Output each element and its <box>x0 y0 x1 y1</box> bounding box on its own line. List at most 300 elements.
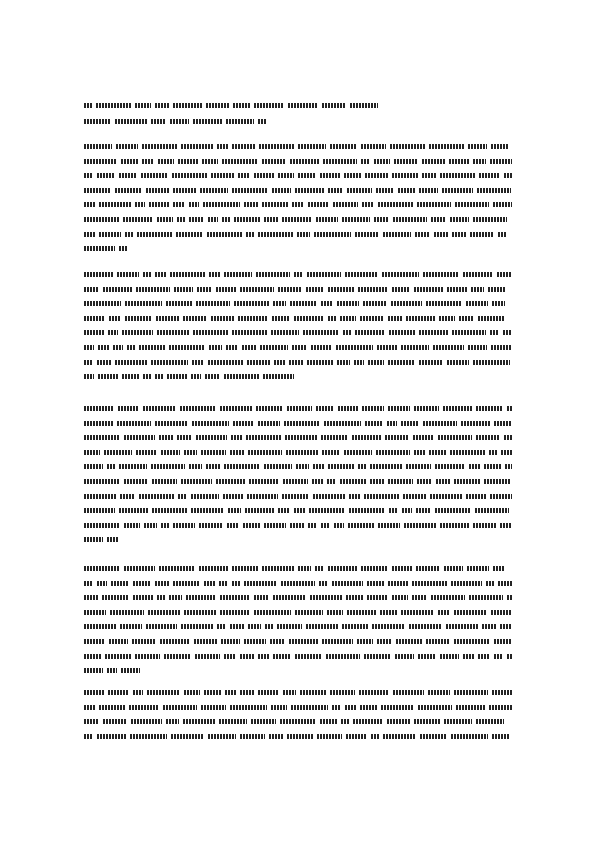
text-line <box>84 533 512 548</box>
illegible-word <box>144 523 157 528</box>
illegible-word <box>110 610 144 615</box>
illegible-word <box>123 217 153 222</box>
illegible-word <box>322 639 353 644</box>
illegible-word <box>374 159 390 164</box>
illegible-word <box>269 734 283 739</box>
illegible-word <box>115 360 147 365</box>
illegible-word <box>309 508 345 513</box>
illegible-word <box>232 581 240 586</box>
illegible-word <box>446 624 478 629</box>
illegible-word <box>406 316 435 321</box>
illegible-word <box>387 421 397 426</box>
illegible-word <box>151 119 166 124</box>
illegible-word <box>367 581 384 586</box>
illegible-word <box>300 690 326 695</box>
illegible-word <box>225 690 236 695</box>
illegible-word <box>403 494 426 499</box>
illegible-word <box>395 654 414 659</box>
illegible-word <box>178 494 187 499</box>
illegible-word <box>143 374 151 379</box>
illegible-word <box>125 301 162 306</box>
illegible-word <box>429 450 446 455</box>
illegible-word <box>119 508 148 513</box>
illegible-word <box>461 421 490 426</box>
illegible-word <box>107 668 117 673</box>
illegible-word <box>342 217 370 222</box>
illegible-word <box>320 173 340 178</box>
illegible-word <box>133 690 143 695</box>
illegible-word <box>319 581 328 586</box>
illegible-word <box>84 464 103 469</box>
illegible-word <box>102 595 129 600</box>
illegible-word <box>393 217 427 222</box>
illegible-word <box>378 202 413 207</box>
illegible-word <box>287 734 313 739</box>
illegible-word <box>392 287 410 292</box>
illegible-word <box>84 690 104 695</box>
illegible-word <box>491 345 511 350</box>
illegible-word <box>108 330 118 335</box>
illegible-word <box>135 202 145 207</box>
illegible-word <box>334 523 344 528</box>
illegible-word <box>173 103 202 108</box>
illegible-word <box>362 406 384 411</box>
illegible-word <box>285 435 317 440</box>
illegible-word <box>171 734 204 739</box>
illegible-word <box>452 232 466 237</box>
illegible-word <box>84 719 99 724</box>
illegible-word <box>152 479 177 484</box>
illegible-word <box>264 217 278 222</box>
illegible-word <box>173 581 200 586</box>
text-line <box>84 228 512 243</box>
illegible-word <box>343 330 351 335</box>
illegible-word <box>308 202 329 207</box>
illegible-word <box>230 450 244 455</box>
illegible-word <box>414 287 443 292</box>
illegible-word <box>228 508 241 513</box>
illegible-word <box>290 301 317 306</box>
illegible-word <box>443 406 472 411</box>
illegible-word <box>482 624 496 629</box>
illegible-word <box>158 159 174 164</box>
illegible-word <box>143 272 151 277</box>
illegible-word <box>280 719 316 724</box>
illegible-word <box>349 494 360 499</box>
illegible-word <box>262 566 294 571</box>
illegible-word <box>262 202 288 207</box>
illegible-word <box>370 479 384 484</box>
illegible-word <box>505 464 512 469</box>
illegible-word <box>172 173 207 178</box>
illegible-word <box>364 494 399 499</box>
illegible-word <box>217 144 228 149</box>
text-line <box>84 730 512 745</box>
illegible-word <box>473 159 486 164</box>
illegible-word <box>368 360 384 365</box>
illegible-word <box>167 374 187 379</box>
illegible-word <box>358 464 366 469</box>
illegible-word <box>420 734 447 739</box>
illegible-word <box>291 705 328 710</box>
illegible-word <box>217 624 226 629</box>
illegible-word <box>205 374 220 379</box>
illegible-word <box>184 610 216 615</box>
illegible-word <box>340 479 366 484</box>
illegible-word <box>401 421 419 426</box>
illegible-word <box>454 639 490 644</box>
illegible-word <box>416 508 431 513</box>
illegible-word <box>219 719 247 724</box>
illegible-word <box>459 316 474 321</box>
illegible-word <box>327 610 343 615</box>
text-line <box>84 664 512 679</box>
illegible-word <box>191 374 201 379</box>
illegible-word <box>109 639 128 644</box>
illegible-word <box>298 144 326 149</box>
paragraph <box>84 140 512 257</box>
illegible-word <box>418 705 452 710</box>
illegible-word <box>476 435 500 440</box>
illegible-word <box>219 581 228 586</box>
illegible-word <box>242 345 256 350</box>
illegible-word <box>317 734 342 739</box>
illegible-word <box>328 316 336 321</box>
illegible-word <box>173 523 195 528</box>
illegible-word <box>220 610 250 615</box>
illegible-word <box>164 654 191 659</box>
illegible-word <box>298 566 311 571</box>
illegible-word <box>122 330 153 335</box>
illegible-word <box>295 188 324 193</box>
illegible-word <box>84 188 111 193</box>
illegible-word <box>345 705 356 710</box>
illegible-word <box>232 188 268 193</box>
illegible-word <box>224 654 236 659</box>
illegible-word <box>447 287 467 292</box>
illegible-word <box>452 330 486 335</box>
heading-line <box>84 114 404 130</box>
illegible-word <box>139 345 165 350</box>
illegible-word <box>406 464 431 469</box>
illegible-word <box>222 159 258 164</box>
illegible-word <box>367 595 388 600</box>
illegible-word <box>151 360 188 365</box>
illegible-word <box>330 690 355 695</box>
illegible-word <box>438 435 472 440</box>
illegible-word <box>507 406 512 411</box>
illegible-word <box>273 654 291 659</box>
illegible-word <box>490 330 499 335</box>
illegible-word <box>323 159 357 164</box>
illegible-word <box>439 316 455 321</box>
illegible-word <box>294 508 305 513</box>
illegible-word <box>383 734 416 739</box>
illegible-word <box>84 610 106 615</box>
illegible-word <box>174 287 193 292</box>
illegible-word <box>227 523 239 528</box>
illegible-word <box>284 421 320 426</box>
illegible-word <box>290 523 304 528</box>
illegible-word <box>84 508 115 513</box>
illegible-word <box>204 581 215 586</box>
illegible-word <box>401 610 434 615</box>
illegible-word <box>278 508 290 513</box>
illegible-word <box>244 639 266 644</box>
illegible-word <box>295 610 323 615</box>
illegible-word <box>504 435 512 440</box>
illegible-word <box>84 406 114 411</box>
illegible-word <box>221 639 240 644</box>
illegible-word <box>122 374 139 379</box>
illegible-word <box>463 272 493 277</box>
illegible-word <box>451 734 488 739</box>
illegible-word <box>330 144 357 149</box>
illegible-word <box>141 173 168 178</box>
illegible-word <box>211 173 234 178</box>
text-line <box>84 635 512 650</box>
illegible-word <box>283 690 296 695</box>
text-line <box>84 519 512 534</box>
illegible-word <box>111 581 129 586</box>
illegible-word <box>467 566 489 571</box>
illegible-word <box>84 272 113 277</box>
illegible-word <box>208 217 218 222</box>
illegible-word <box>196 301 230 306</box>
illegible-word <box>381 705 414 710</box>
paragraph <box>84 268 512 385</box>
illegible-word <box>84 287 99 292</box>
illegible-word <box>196 435 227 440</box>
text-line <box>84 701 512 716</box>
illegible-word <box>365 173 388 178</box>
illegible-word <box>277 624 302 629</box>
illegible-word <box>203 202 240 207</box>
illegible-word <box>146 188 169 193</box>
illegible-word <box>129 705 159 710</box>
illegible-word <box>131 719 162 724</box>
illegible-word <box>143 406 176 411</box>
illegible-word <box>478 316 505 321</box>
illegible-word <box>478 654 490 659</box>
illegible-word <box>256 272 290 277</box>
illegible-word <box>307 360 333 365</box>
illegible-word <box>451 581 482 586</box>
illegible-word <box>155 103 169 108</box>
illegible-word <box>84 345 94 350</box>
illegible-word <box>378 523 400 528</box>
illegible-word <box>434 232 448 237</box>
illegible-word <box>244 581 277 586</box>
illegible-word <box>84 374 94 379</box>
illegible-word <box>388 581 408 586</box>
illegible-word <box>494 639 512 644</box>
illegible-word <box>146 624 177 629</box>
illegible-word <box>371 734 379 739</box>
illegible-word <box>294 316 324 321</box>
illegible-word <box>84 360 93 365</box>
illegible-word <box>155 272 166 277</box>
illegible-word <box>99 202 131 207</box>
illegible-word <box>310 595 342 600</box>
illegible-word <box>361 159 370 164</box>
text-line <box>84 417 512 432</box>
illegible-word <box>135 103 151 108</box>
illegible-word <box>248 450 282 455</box>
illegible-word <box>84 479 120 484</box>
illegible-word <box>476 406 503 411</box>
illegible-word <box>389 508 398 513</box>
illegible-word <box>484 464 501 469</box>
illegible-word <box>370 464 402 469</box>
illegible-word <box>469 464 480 469</box>
illegible-word <box>84 624 116 629</box>
illegible-word <box>419 330 448 335</box>
text-line <box>84 504 512 519</box>
illegible-word <box>324 421 361 426</box>
illegible-word <box>201 705 226 710</box>
illegible-word <box>283 479 308 484</box>
text-line <box>84 370 512 385</box>
illegible-word <box>173 202 185 207</box>
illegible-word <box>224 464 260 469</box>
illegible-word <box>338 406 358 411</box>
illegible-word <box>440 654 459 659</box>
illegible-word <box>84 435 120 440</box>
illegible-word <box>388 479 413 484</box>
illegible-word <box>119 464 147 469</box>
illegible-word <box>289 639 318 644</box>
illegible-word <box>456 705 485 710</box>
illegible-word <box>313 494 345 499</box>
illegible-word <box>246 232 254 237</box>
illegible-word <box>124 523 140 528</box>
illegible-word <box>388 316 402 321</box>
illegible-word <box>350 103 378 108</box>
illegible-word <box>155 581 169 586</box>
illegible-word <box>380 610 397 615</box>
illegible-word <box>84 639 105 644</box>
illegible-word <box>173 188 196 193</box>
illegible-word <box>180 406 216 411</box>
illegible-word <box>127 345 135 350</box>
illegible-word <box>197 287 212 292</box>
illegible-word <box>271 705 287 710</box>
illegible-word <box>436 479 450 484</box>
illegible-word <box>189 464 202 469</box>
illegible-word <box>450 450 485 455</box>
illegible-word <box>270 639 285 644</box>
illegible-word <box>226 119 254 124</box>
illegible-word <box>193 330 228 335</box>
illegible-word <box>224 272 252 277</box>
illegible-word <box>419 360 443 365</box>
illegible-word <box>84 217 119 222</box>
illegible-word <box>494 421 512 426</box>
text-line <box>84 268 512 283</box>
illegible-word <box>264 464 292 469</box>
illegible-word <box>473 523 496 528</box>
illegible-word <box>278 173 294 178</box>
illegible-word <box>84 581 93 586</box>
illegible-word <box>149 202 169 207</box>
illegible-word <box>341 719 349 724</box>
illegible-word <box>181 479 212 484</box>
illegible-word <box>254 595 269 600</box>
illegible-word <box>121 668 140 673</box>
illegible-word <box>136 287 170 292</box>
illegible-word <box>199 523 223 528</box>
illegible-word <box>191 494 219 499</box>
illegible-word <box>292 202 304 207</box>
illegible-word <box>492 301 505 306</box>
illegible-word <box>393 690 424 695</box>
text-line <box>84 297 512 312</box>
illegible-word <box>357 639 373 644</box>
illegible-word <box>431 217 446 222</box>
illegible-word <box>116 144 138 149</box>
illegible-word <box>347 188 372 193</box>
illegible-word <box>97 173 115 178</box>
illegible-word <box>435 508 471 513</box>
illegible-word <box>282 494 309 499</box>
illegible-word <box>409 624 442 629</box>
illegible-word <box>263 374 294 379</box>
illegible-word <box>155 374 163 379</box>
illegible-word <box>124 479 148 484</box>
illegible-word <box>132 639 156 644</box>
illegible-word <box>342 624 368 629</box>
illegible-word <box>332 705 341 710</box>
illegible-word <box>450 217 469 222</box>
illegible-word <box>240 287 274 292</box>
illegible-word <box>84 668 103 673</box>
heading-line <box>84 98 404 114</box>
illegible-word <box>163 705 197 710</box>
illegible-word <box>118 406 139 411</box>
illegible-word <box>328 188 343 193</box>
illegible-word <box>159 435 173 440</box>
illegible-word <box>121 159 138 164</box>
illegible-word <box>303 330 339 335</box>
illegible-word <box>170 272 205 277</box>
illegible-word <box>493 202 512 207</box>
text-line <box>84 650 512 665</box>
illegible-word <box>364 654 391 659</box>
illegible-word <box>161 523 169 528</box>
illegible-word <box>169 595 182 600</box>
illegible-word <box>84 595 98 600</box>
illegible-word <box>494 654 503 659</box>
illegible-word <box>124 435 155 440</box>
illegible-word <box>507 654 512 659</box>
illegible-word <box>265 624 273 629</box>
illegible-word <box>142 159 154 164</box>
illegible-word <box>422 173 436 178</box>
illegible-word <box>444 719 472 724</box>
illegible-word <box>264 523 286 528</box>
illegible-word <box>105 654 131 659</box>
illegible-word <box>479 173 500 178</box>
illegible-word <box>435 464 465 469</box>
illegible-word <box>97 734 126 739</box>
illegible-word <box>84 316 105 321</box>
illegible-word <box>431 595 465 600</box>
illegible-word <box>142 144 177 149</box>
illegible-word <box>147 690 180 695</box>
illegible-word <box>374 217 389 222</box>
illegible-word <box>107 537 118 542</box>
